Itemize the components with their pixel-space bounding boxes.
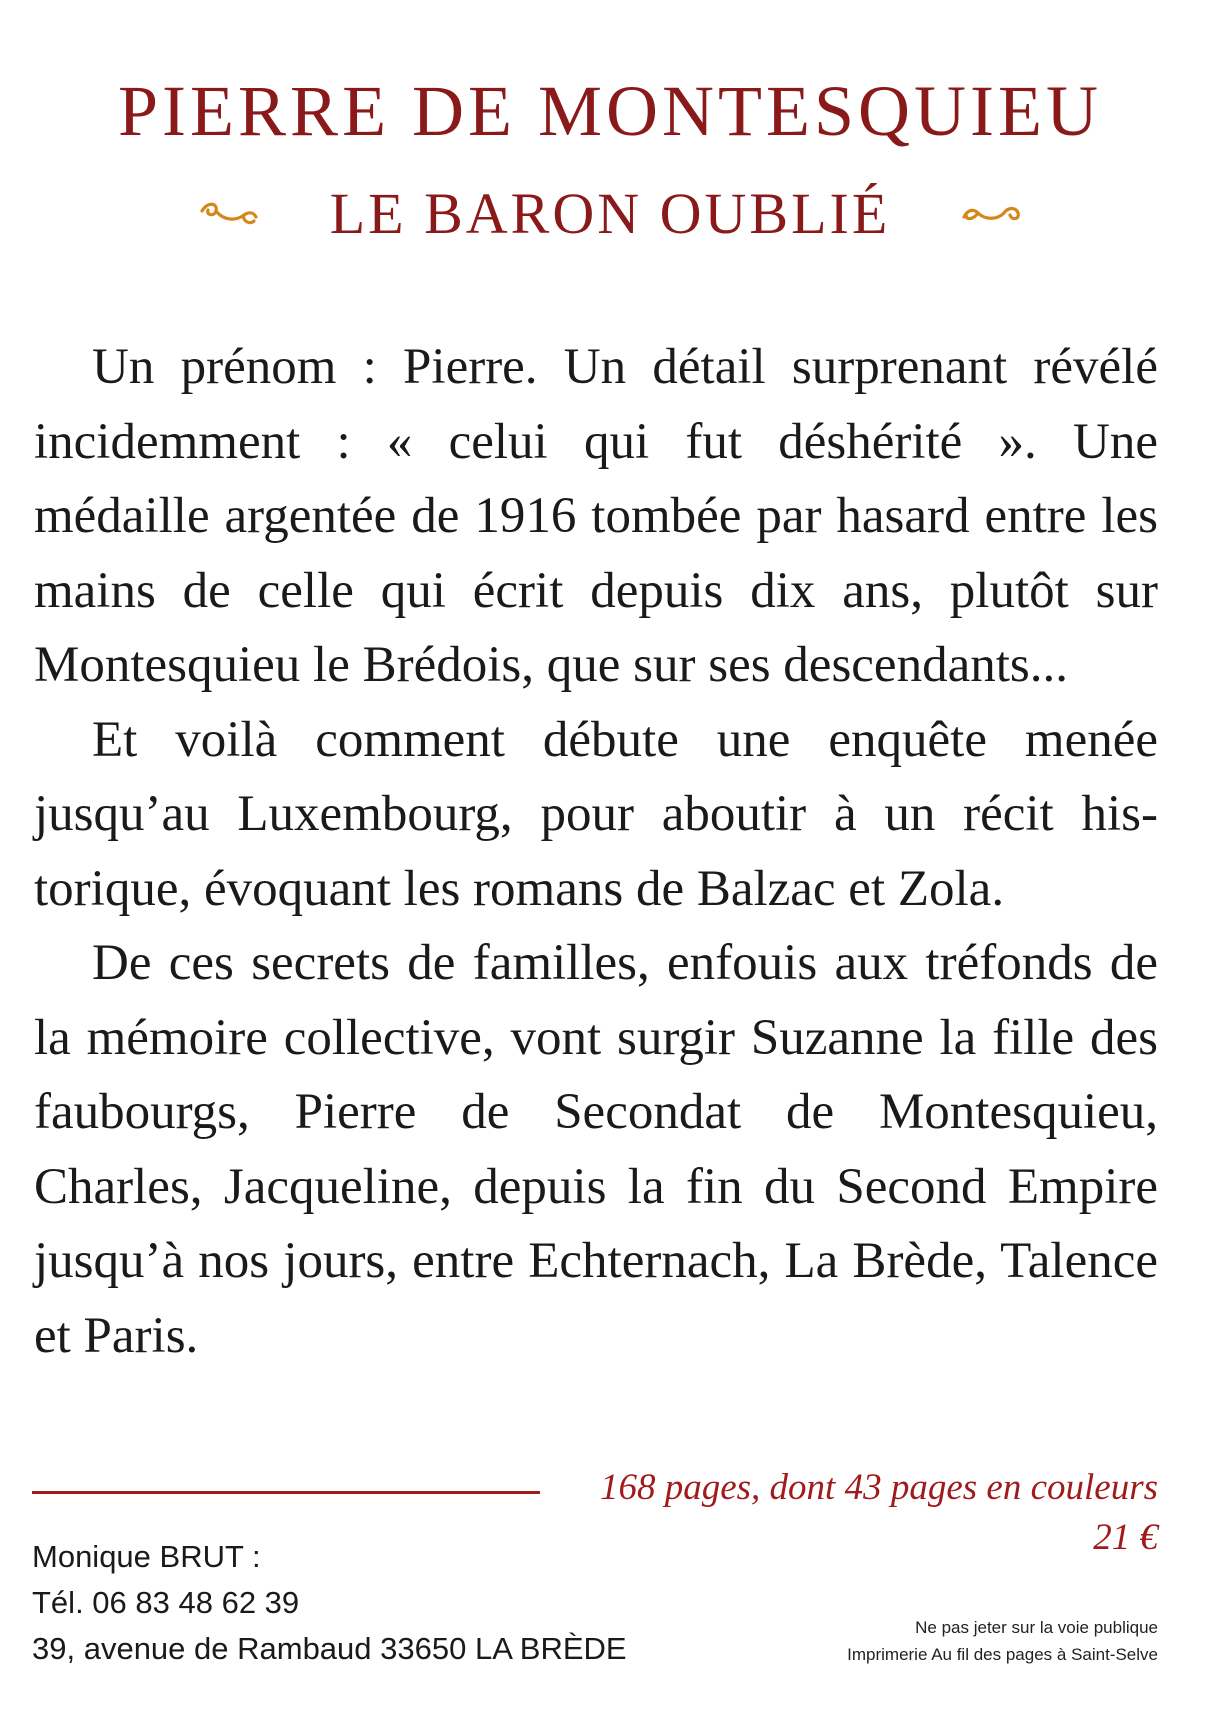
synopsis bbox=[34, 330, 1158, 1373]
book-title: PIERRE DE MONTESQUIEU bbox=[118, 71, 1102, 151]
author-contact bbox=[32, 1534, 627, 1672]
author-phone: Tél. 06 83 48 62 39 bbox=[32, 1585, 300, 1620]
synopsis-paragraph-3: De ces secrets de familles, enfouis aux tréfonds de la mémoire collective, vont surgir Suzanne la fille des faubourgs, Pierre de Secondat de Montesquieu, Charles, Jacqueline, depuis la fin du Second Empire jusqu’à nos jours, entre Echternach, La Brède, Talence et Paris. bbox=[34, 935, 1158, 1364]
right-flourish-icon bbox=[960, 199, 1022, 229]
disposal-notice: Ne pas jeter sur la voie publique bbox=[915, 1618, 1158, 1637]
author-address: 39, avenue de Rambaud 33650 LA BRÈDE bbox=[32, 1631, 627, 1666]
small-print bbox=[847, 1614, 1158, 1668]
page-count: 168 pages, dont 43 pages en couleurs bbox=[599, 1467, 1158, 1508]
left-flourish-icon bbox=[198, 199, 260, 229]
price: 21 € bbox=[1093, 1517, 1158, 1558]
synopsis-paragraph-1: Un prénom : Pierre. Un détail surprenant révélé incidemment : « celui qui fut déshérité ». Une médaille argentée de 1916 tombée par hasard entre les mains de celle qui écrit depuis dix ans, plutôt sur Montesquieu le Brédois, que sur ses descendants... bbox=[34, 339, 1158, 693]
subtitle-row bbox=[0, 180, 1220, 247]
printer-credit: Imprimerie Au fil des pages à Saint-Selve bbox=[847, 1645, 1158, 1664]
author-name: Monique BRUT : bbox=[32, 1539, 261, 1574]
book-subtitle: LE BARON OUBLIÉ bbox=[329, 181, 891, 246]
footer-divider bbox=[32, 1491, 540, 1494]
synopsis-paragraph-2: Et voilà comment débute une enquête menée jusqu’au Luxembourg, pour aboutir à un récit historique, évoquant les romans de Balzac et Zola. bbox=[34, 711, 1158, 917]
